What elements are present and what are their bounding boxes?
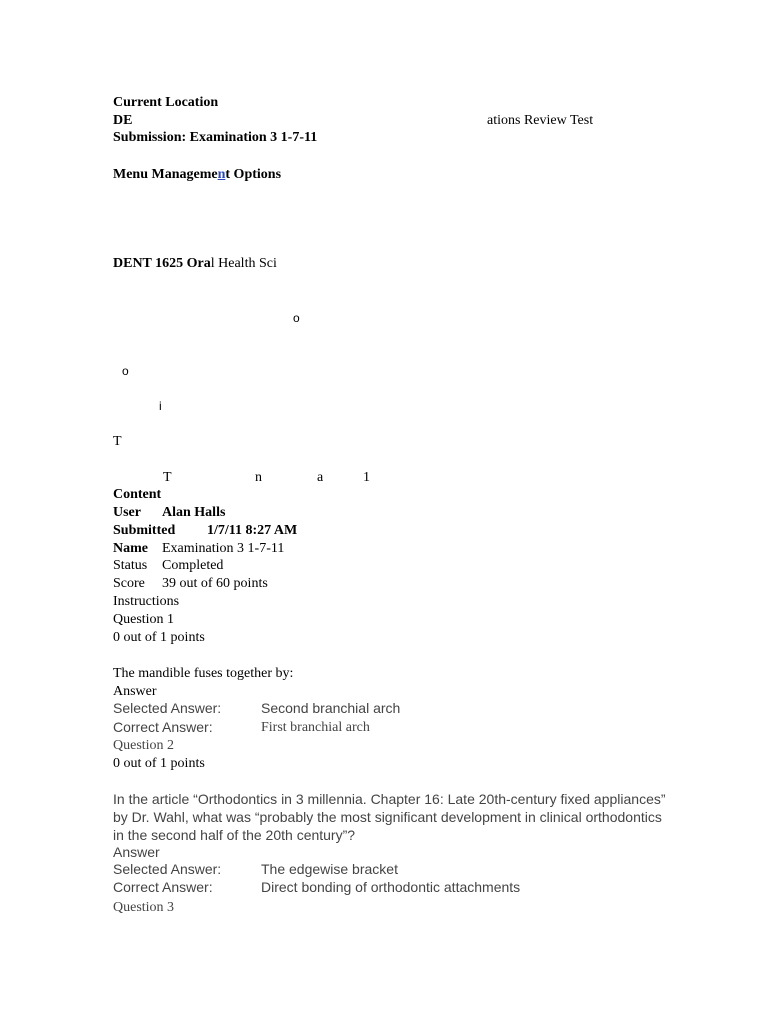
fragment-row-a: a [317,470,324,485]
question-1-correct-row [113,719,370,737]
question-1-prompt: The mandible fuses together by: [113,666,294,681]
course-code: DENT 1625 Ora [113,256,211,271]
submitted-row [113,522,298,539]
question-2-title: Question 2 [113,738,175,753]
name-label: Name [113,541,148,556]
fragment-o-2: o [122,364,129,378]
selected-answer-label: Selected Answer: [113,700,222,716]
submitted-value: 1/7/11 8:27 AM [207,523,298,538]
course-title [113,255,277,272]
selected-answer-label: Selected Answer: [113,861,222,877]
score-value: 39 out of 60 points [162,576,268,591]
correct-answer-label: Correct Answer: [113,719,213,735]
correct-answer-value: First branchial arch [261,720,370,735]
question-2-prompt: In the article “Orthodontics in 3 millennia. Chapter 16: Late 20th-century fixed appliances” by Dr. Wahl, what was “probably the most significant development in clinical orthodontics in the second half of the 20th century”? [113,791,666,843]
menu-link-letter[interactable]: n [217,167,226,182]
fragment-row-t: T [163,470,172,485]
correct-answer-label: Correct Answer: [113,879,213,895]
submitted-label: Submitted [113,523,176,538]
menu-management-options[interactable] [113,166,281,183]
selected-answer-value: The edgewise bracket [261,861,398,877]
question-1-title: Question 1 [113,612,175,627]
correct-answer-value: Direct bonding of orthodontic attachments [261,879,521,895]
course-name-rest: l Health Sci [210,256,277,271]
question-1-points: 0 out of 1 points [113,630,205,645]
user-row [113,504,226,521]
user-label: User [113,505,141,520]
user-value: Alan Halls [162,505,226,520]
status-label: Status [113,558,148,573]
instructions-label: Instructions [113,594,180,609]
review-test-link[interactable] [487,112,593,129]
status-value: Completed [162,558,224,573]
status-row [113,557,224,574]
selected-answer-value: Second branchial arch [261,700,401,716]
submission-title: Submission: Examination 3 1-7-11 [113,130,318,145]
fragment-o-1: o [293,311,300,325]
question-2-correct-row [113,879,521,897]
name-value: Examination 3 1-7-11 [162,541,285,556]
question-2-answer-label: Answer [113,844,160,860]
content-label: Content [113,487,162,502]
score-label: Score [113,576,145,591]
question-2-points: 0 out of 1 points [113,756,205,771]
current-location-label: Current Location [113,95,219,110]
menu-label-end: t Options [225,167,282,182]
question-1-answer-label: Answer [113,684,157,699]
fragment-i: i [159,399,162,413]
course-code-short: DE [113,113,133,128]
menu-label-start: Menu Manageme [113,167,218,182]
question-1-selected-row [113,700,401,718]
question-2-selected-row [113,861,398,879]
name-row [113,540,285,557]
score-row [113,575,268,592]
fragment-t: T [113,434,122,449]
fragment-row-1: 1 [363,470,370,485]
review-test-text: ations Review Test [487,113,594,128]
fragment-row-n: n [255,470,262,485]
question-3-title: Question 3 [113,900,175,915]
